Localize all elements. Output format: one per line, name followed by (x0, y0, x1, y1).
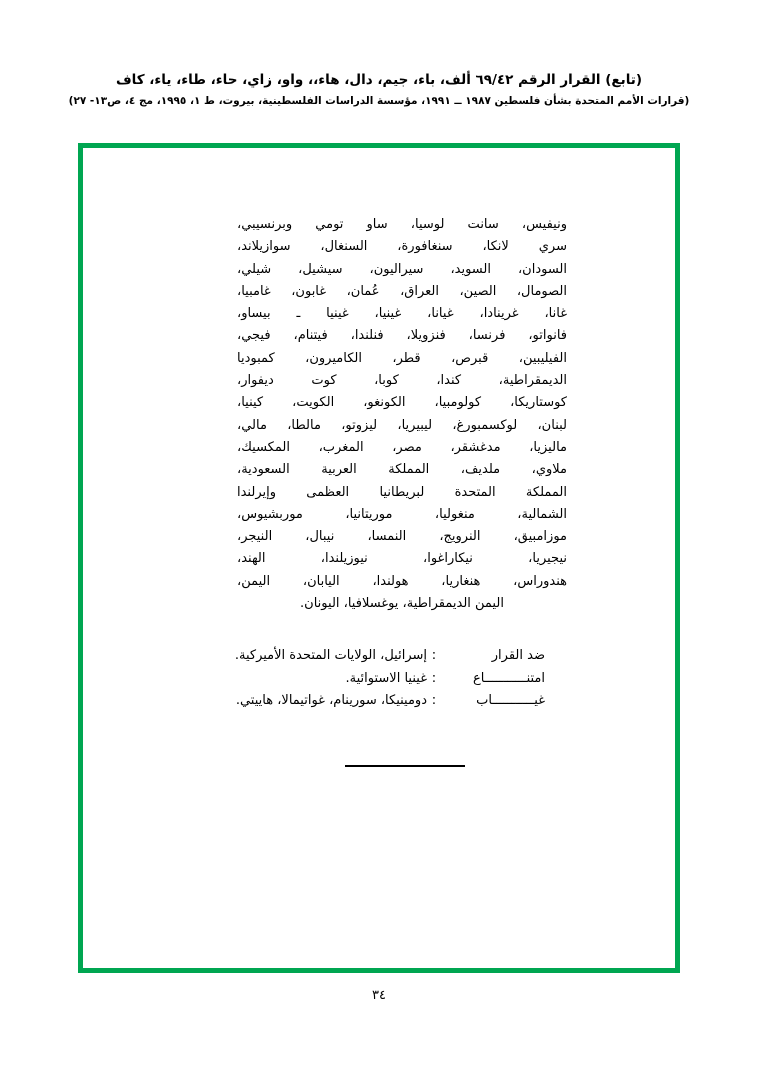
body-line: الفيليبين، قبرص، قطر، الكاميرون، كمبوديا (237, 350, 567, 366)
body-line: سري لانكا، سنغافورة، السنغال، سوازيلاند، (237, 239, 567, 255)
body-line: غانا، غرينادا، غيانا، غينيا، غينيا ـ بيساو، (237, 306, 567, 322)
body-line: ملاوي، ملديف، المملكة العربية السعودية، (237, 462, 567, 478)
body-line: ماليزيا، مدغشقر، مصر، المغرب، المكسيك، (237, 439, 567, 455)
body-line: لبنان، لوكسمبورغ، ليبيريا، ليزوتو، مالطا، مالي، (237, 417, 567, 433)
body-line: الشمالية، منغوليا، موريتانيا، موربشيوس، (237, 506, 567, 522)
body-line: ونيفيس، سانت لوسيا، ساو تومي وبرنسيبي، (237, 217, 567, 232)
page-number: ٣٤ (372, 988, 386, 1003)
vote-label: ضد القرار (491, 648, 545, 663)
body-line: نيجيريا، نيكاراغوا، نيوزيلندا، الهند، (237, 551, 567, 567)
vote-value: دومينيكا، سورينام، غواتيمالا، هاييتي. (235, 693, 427, 708)
vote-colon: : (431, 648, 437, 663)
vote-results (215, 645, 545, 713)
vote-colon: : (431, 670, 437, 686)
body-line: الديمقراطية، كندا، كوبا، كوت ديفوار، (237, 373, 567, 389)
body-line: السودان، السويد، سيراليون، سيشيل، شيلي، (237, 261, 567, 277)
vote-row-abstained (215, 668, 545, 691)
body-line: كوستاريكا، كولومبيا، الكونغو، الكويت، كينيا، (237, 395, 567, 411)
vote-value: غينيا الاستوائية. (345, 670, 427, 686)
vote-value: إسرائيل، الولايات المتحدة الأميركية. (234, 648, 427, 663)
body-line: هندوراس، هنغاريا، هولندا، اليابان، اليمن، (237, 573, 567, 589)
header-title: (تابع) القرار الرقم ٦٩/٤٢ ألف، باء، جيم، دال، هاء،، واو، زاي، حاء، طاء، ياء، كاف (115, 72, 643, 88)
vote-colon: : (431, 693, 437, 708)
resolution-body-text (237, 214, 567, 615)
document-header (0, 72, 758, 107)
header-source-citation: (قرارات الأمم المتحدة بشأن فلسطين ١٩٨٧ ــ ١٩٩١، مؤسسة الدراسات الفلسطينية، بيروت، ط ١، ١٩٩٥، مج ٤، ص١٣- ٢٧) (68, 95, 690, 107)
body-line: اليمن الديمقراطية، يوغسلافيا، اليونان. (300, 596, 504, 612)
body-line: فانواتو، فرنسا، فنزويلا، فنلندا، فيتنام، فيجي، (237, 328, 567, 344)
vote-row-against (215, 645, 545, 668)
section-divider (345, 765, 465, 767)
vote-label: امتنـــــــــــاع (472, 670, 545, 686)
frame-content (83, 148, 675, 968)
body-line: الصومال، الصين، العراق، عُمان، غابون، غامبيا، (237, 283, 567, 299)
vote-label: غيـــــــــــاب (476, 693, 545, 708)
green-bordered-frame (78, 143, 680, 973)
body-line: المملكة المتحدة لبريطانيا العظمى وإيرلندا (237, 484, 567, 500)
vote-row-absent (215, 690, 545, 713)
body-line: موزامبيق، النرويج، النمسا، نيبال، النيجر، (237, 529, 567, 545)
